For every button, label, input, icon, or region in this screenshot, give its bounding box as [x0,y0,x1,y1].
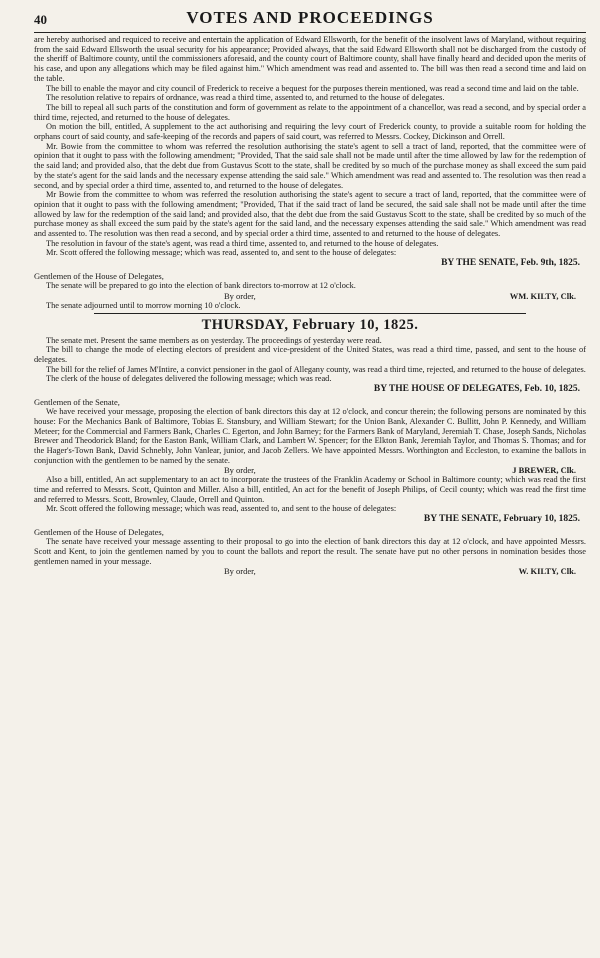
adjournment-note: The senate adjourned until to morrow morning 10 o'clock. [46,300,241,310]
running-head: VOTES AND PROCEEDINGS [186,8,434,27]
paragraph: are hereby authorised and requiced to receive and entertain the application of Edward Ellsworth, for the benefit of the insolvent laws of Maryland, without requiring from the said Edward Ellsworth the usual security for his appearance; Provided always, that the said Edward Ellsworth shall not be discharged from the custody of the sheriff of Baltimore county, until the commissioners aforesaid, and the county court of Baltimore county, shall have finally heard and decided upon the merits of his case, and upon any allegations which may be filed against him." Which amendment was read and assented to. The bill was then read a second time and laid on the table. [34,35,586,83]
paragraph: The bill to repeal all such parts of the constitution and form of government as relate to the appointment of a chancellor, was read a second, and by special order a third time, rejected, and returned to the house of delegates. [34,102,586,122]
salutation: Gentlemen of the House of Delegates, [34,271,164,282]
paragraph: The resolution in favour of the state's agent, was read a third time, assented to, and returned to the house of delegates. [46,238,439,248]
paragraph: The clerk of the house of delegates delivered the following message; which was read. [46,374,332,384]
clerk-name: WM. KILTY, Clk. [509,290,576,301]
paragraph: Mr. Scott offered the following message; which was read, assented to, and sent to the house of delegates: [46,248,397,258]
clerk-name: W. KILTY, Clk. [518,566,576,577]
message-text: The senate will be prepared to go into the election of bank directors to-morrow at 12 o'clock. [46,281,356,291]
page-header [34,6,586,32]
paragraph: The bill to change the mode of electing electors of president and vice-president of the United States, was read a third time, passed, and sent to the house of delegates. [34,345,586,364]
paragraph: Also a bill, entitled, An act supplementary to an act to incorporate the trustees of the Franklin Academy or School in Baltimore county; which was read the first time and referred to Messrs. Scott, Quinton and Miller. Also a bill, entitled, An act for the benefit of Joseph Philips, of Cecil county; which was read the first time and referred to Messrs. Scott, Brownley, Claude, Orrell and Quinton. [34,475,586,504]
paragraph: Mr. Bowie from the committee to whom was referred the resolution authorising the state's agent to sell a tract of land, reported, that the committee were of opinion that it ought to pass with the following amendment; "Provided, That the said sale shall not be made until after the time allowed by law for the redemption of the said land; and provided also, that the debt due from Gustavus Scott to the state, shall be credited by so much of the purchase money as shall exceed the sum paid by the state's agent for the said lands and the necessary expense attending the said sale." Which amendment was read and assented to. The resolution was then read a second, and by special order a third time, assented to, and returned to the house of delegates. [34,141,586,190]
senate-signature: BY THE SENATE, Feb. 9th, 1825. [441,258,580,269]
clerk-name: J BREWER, Clk. [512,465,576,476]
by-order: By order, [224,566,256,577]
senate-signature: BY THE SENATE, February 10, 1825. [423,514,580,525]
order-signature [34,566,586,576]
page-number: 40 [34,12,47,27]
salutation: Gentlemen of the Senate, [34,397,120,408]
paragraph: The resolution relative to repairs of ordnance, was read a third time, assented to, and returned to the house of delegates. [46,93,445,103]
paragraph: The bill to enable the mayor and city council of Frederick to receive a bequest for the purposes therein mentioned, was read a second time and laid on the table. [46,83,579,93]
paragraph: On motion the bill, entitled, A supplement to the act authorising and requiring the levy court of Frederick county, to provide a suitable room for holding the orphans court of said county, and safe-keeping of the records and papers of said court, was referred to Messrs. Cockey, Dickinson and Orrell. [34,122,586,142]
paragraph: The bill for the relief of James M'Intire, a convict pensioner in the gaol of Allegany county, was read a third time, rejected, and returned to the house of delegates. [46,364,586,374]
date-heading: THURSDAY, February 10, 1825. [201,316,419,333]
order-signature [34,291,586,301]
paragraph: The senate met. Present the same members as on yesterday. The proceedings of yesterday were read. [46,335,382,345]
message-text: We have received your message, proposing the election of bank directors this day at 12 o'clock, and concur therein; the following persons are nominated by this house: For the Mechanics Bank of Baltimore, Tobias E. Stansbury, and William Stewart; for the Union Bank, Alexander C. Bullitt, John P. Kennedy, and William Meteer; for the Commercial and Farmers Bank, Charles C. Egerton, and John Barney; for the Farmers Bank of Maryland, Jeremiah T. Chase, Joseph Sands, Nicholas Brewer and Theodorick Bland; for the Easton Bank, William Clark, and Lambert W. Spencer; for the Elkton Bank, Jeremiah Taylor, and Thomas S. Thomas; and for the Hager's-Town Bank, David Schnebly, John Vanlear, junior, and Jacob Zellers. We have appointed Messrs. Worthington and Eccleston, to examine the ballots in conjunction with the gentlemen to be named by the senate. [34,407,586,465]
by-order: By order, [224,465,256,476]
header-rule [34,32,586,33]
paragraph: Mr. Scott offered the following message; which was read, assented to, and sent to the house of delegates: [46,504,397,514]
section-rule [94,313,526,314]
message-text: The senate have received your message assenting to their proposal to go into the election of bank directors this day at 12 o'clock, and have appointed Messrs. Scott and Kent, to join the gentlemen named by you to count the ballots and report the result. The senate have put no other persons in nomination besides those gentlemen named in your message. [34,537,586,566]
order-signature [34,465,586,475]
paragraph: Mr Bowie from the committee to whom was referred the resolution authorising the state's agent to secure a tract of land, reported, that the committee were of opinion that it ought to pass with the following amendment; "Provided, That if the said tract of land be secured, the said sale shall not be made until after the time allowed by law for the redemption of the said land; and provided also, that the debt due from the said Gustavus Scott to the state, shall be credited by so much of the purchase money as shall exceed the sum paid by the state's agent for the said land, and the necessary expenses attending the said sale." Which amendment was read and assented to. The resolution was then read a second, and by special order a third time, assented to and returned to the house of delegates. [34,190,586,239]
house-signature: BY THE HOUSE OF DELEGATES, Feb. 10, 1825. [373,384,580,395]
salutation: Gentlemen of the House of Delegates, [34,527,164,538]
by-order: By order, [224,290,256,301]
